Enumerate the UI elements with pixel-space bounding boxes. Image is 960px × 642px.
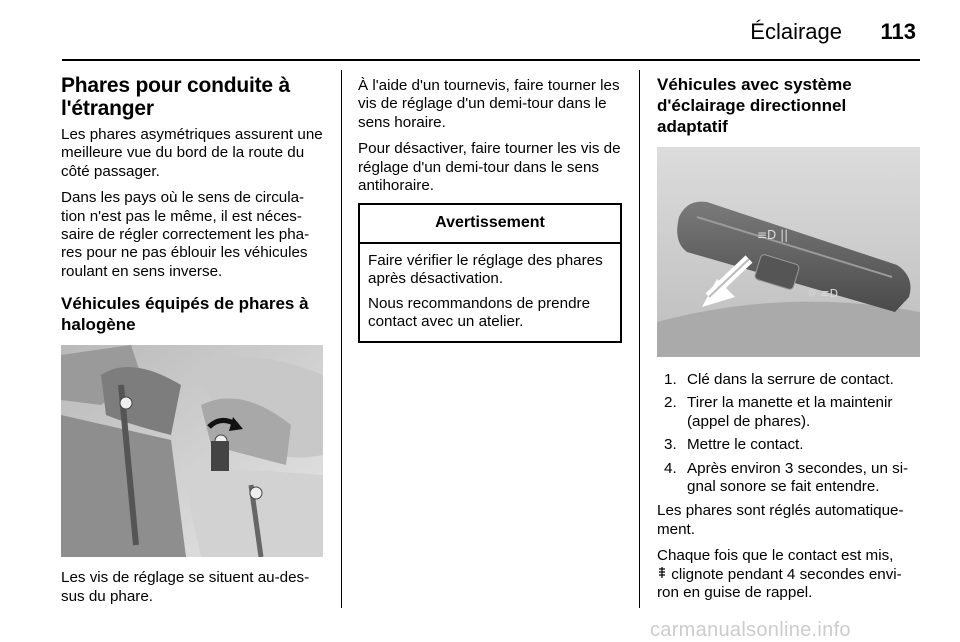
svg-text:≡D ||: ≡D || [757, 228, 789, 242]
svg-text:☼ ≡D: ☼ ≡D [807, 287, 839, 300]
column-divider-1 [341, 70, 342, 608]
paragraph: Chaque fois que le contact est mis, clignote pendant 4 secondes envi-ron en guise de rappel. [657, 547, 902, 602]
photo-caption: Les vis de réglage se situent au-des-sus du phare. [61, 569, 310, 605]
list-item: 4. Après environ 3 secondes, un si-gnal sonore se fait entendre. [664, 459, 909, 496]
column-3 [657, 74, 921, 610]
headlight-illustration [61, 345, 323, 557]
paragraph: Les phares sont réglés automatique-ment. [657, 502, 904, 538]
warning-title: Avertissement [360, 205, 620, 243]
paragraph: À l'aide d'un tournevis, faire tourner les vis de réglage d'un demi-tour dans le sens horaire. [358, 77, 620, 131]
headlight-warning-icon [657, 566, 667, 584]
watermark: carmanualsonline.info [650, 619, 851, 641]
header-section-title: Éclairage [750, 19, 842, 44]
subsection-heading: Véhicules équipés de phares à halogène [61, 294, 309, 335]
paragraph: Dans les pays où le sens de circula-tion n'est pas le même, il est néces-saire de régler correctement les pha-res pour ne pas éblouir les véhicules roulant en sens inverse. [61, 189, 310, 280]
paragraph: Les phares asymétriques assurent une meilleure vue du bord de la route du côté passager. [61, 126, 323, 180]
warning-body [360, 244, 620, 342]
procedure-steps [657, 371, 921, 496]
lever-photo [657, 147, 920, 357]
list-item: 2. Tirer la manette et la maintenir (appel de phares). [664, 394, 893, 430]
list-item: 3. Mettre le contact. [664, 436, 804, 454]
section-heading: Phares pour conduite à l'étranger [61, 74, 290, 120]
column-2 [358, 77, 622, 343]
header-rule [62, 59, 920, 61]
list-item: 1. Clé dans la serrure de contact. [664, 371, 894, 388]
section-heading: Véhicules avec système d'éclairage directionnel adaptatif [657, 75, 852, 136]
paragraph: Pour désactiver, faire tourner les vis de réglage d'un demi-tour dans le sens antihoraire. [358, 140, 621, 195]
warning-box [358, 203, 622, 343]
warning-text: Faire vérifier le réglage des phares après désactivation. [368, 251, 603, 288]
column-divider-2 [639, 70, 640, 608]
light-lever-illustration [657, 147, 920, 357]
warning-text: Nous recommandons de prendre contact avec un atelier. [368, 294, 591, 331]
header-page-number: 113 [880, 19, 916, 44]
headlight-photo [61, 345, 323, 557]
column-1 [61, 74, 323, 614]
